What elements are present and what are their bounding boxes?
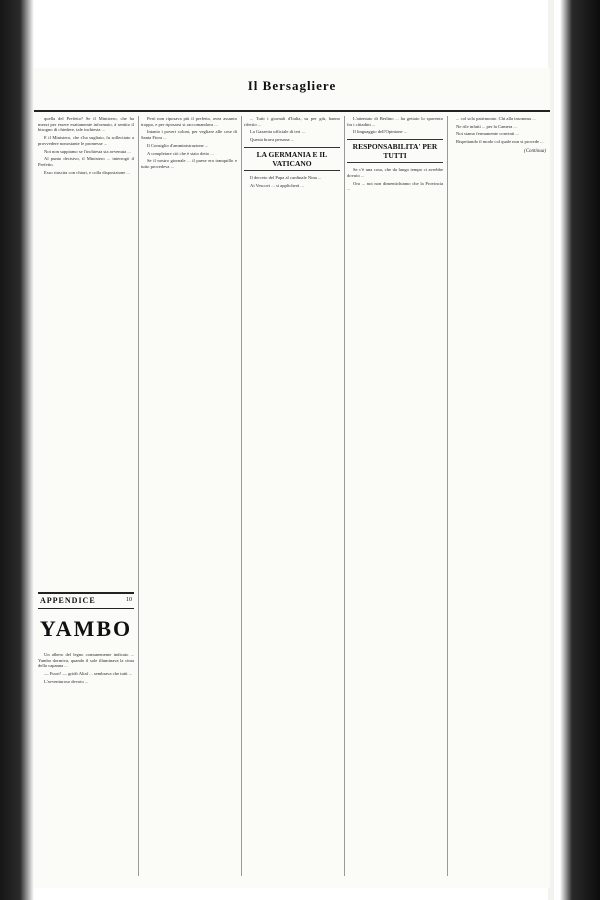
paragraph: Ora ... noi non dimentichiamo che la Provincia ... — [347, 180, 443, 192]
masthead-title: Il Bersagliere — [247, 78, 337, 93]
paragraph: Il decreto del Papa al cardinale Nina ... — [250, 174, 322, 180]
section-heading-responsabilita: RESPONSABILITA' PER TUTTI — [347, 139, 443, 163]
newspaper-page — [34, 68, 550, 888]
paragraph: quella del Prefetto? Se il Ministero, che ha mezzi per essere esattamente informato, à sentito il bisogno di chiedere, tale inchiesta ... — [38, 116, 134, 133]
paragraph: Noi non sappiamo se l'inchiesta sia avvenuta ... — [44, 148, 131, 154]
paragraph: Esso riuscita con chiari, e colla disposizione ... — [44, 169, 130, 175]
paragraph: La Gazzetta ufficiale di ieri ... — [250, 129, 306, 135]
article-column-3 — [244, 116, 340, 856]
article-column-5 — [450, 116, 546, 856]
article-column-2 — [141, 116, 237, 856]
continua-note: (Continua) — [524, 148, 546, 154]
section-heading-vaticano: LA GERMANIA E IL VATICANO — [244, 147, 340, 171]
appendice-number: 10 — [126, 597, 132, 603]
paragraph: Un albero del legno comunemente indicato ... Yambo dormiva, quando il sole illuminava la cima della capanna ... — [38, 652, 134, 669]
paragraph: Questa brava persona ... — [250, 137, 295, 143]
paragraph: L'avventuroso devoto ... — [44, 678, 89, 684]
column-rule — [344, 116, 345, 876]
novel-title: YAMBO — [39, 616, 133, 641]
column-rule — [138, 116, 139, 876]
novel-text — [38, 652, 134, 882]
paragraph: Ne rile infatti ... per la Camera ... — [456, 123, 517, 129]
paragraph: Rispettando il modo col quale non si procede ... — [456, 139, 544, 145]
paragraph: ... col solo patrimonio. Chi alla insomma ... — [456, 116, 536, 121]
paragraph: Il linguaggio dell'Opinione ... — [353, 129, 408, 135]
paragraph: Il Consiglio d'amministrazione ... — [147, 142, 209, 148]
paragraph: L'attentato di Berlino ... ha gettato lo spavento fra i cittadini ... — [347, 116, 443, 127]
paragraph: ... Tutti i giornali d'Italia, su per giù, hanno riferito ... — [244, 116, 340, 127]
paragraph: Al punto decisivo, il Ministero ... interrogò il Prefetto. — [38, 156, 134, 167]
page-header — [34, 68, 550, 112]
column-rule — [447, 116, 448, 876]
paragraph: A completare ciò che è stato detto ... — [147, 150, 214, 156]
paragraph: Intanto i poveri coloni, per vegliare alle cose di Santa Fiora ... — [141, 129, 237, 141]
paragraph: Ai Vescovi ... si applicherà ... — [250, 182, 304, 188]
appendice-bar — [38, 592, 134, 609]
paragraph: E il Ministero, che s'ha sugliato, fu sollecitato a provvedere nonostante le promesse ... — [38, 135, 134, 146]
appendice-label: APPENDICE — [40, 596, 96, 605]
paragraph: Se il nostro giornale ... il paese era tranquillo e tutto procedeva ... — [141, 158, 237, 169]
paragraph: Se c'è una cosa, che da lungo tempo ci avrebbe dovuto ... — [347, 167, 443, 178]
article-column-1 — [38, 116, 134, 586]
paragraph: Noi siamo fermamente convinti ... — [456, 131, 519, 137]
article-column-4 — [347, 116, 443, 856]
column-rule — [241, 116, 242, 876]
paragraph: — Fuori! — gridò Aliaf ... sembrava che tutti ... — [44, 671, 133, 677]
paragraph: Però non riposava più il prefetto, avea assunto troppo, e per riposarsi si raccomandava ... — [141, 116, 237, 127]
